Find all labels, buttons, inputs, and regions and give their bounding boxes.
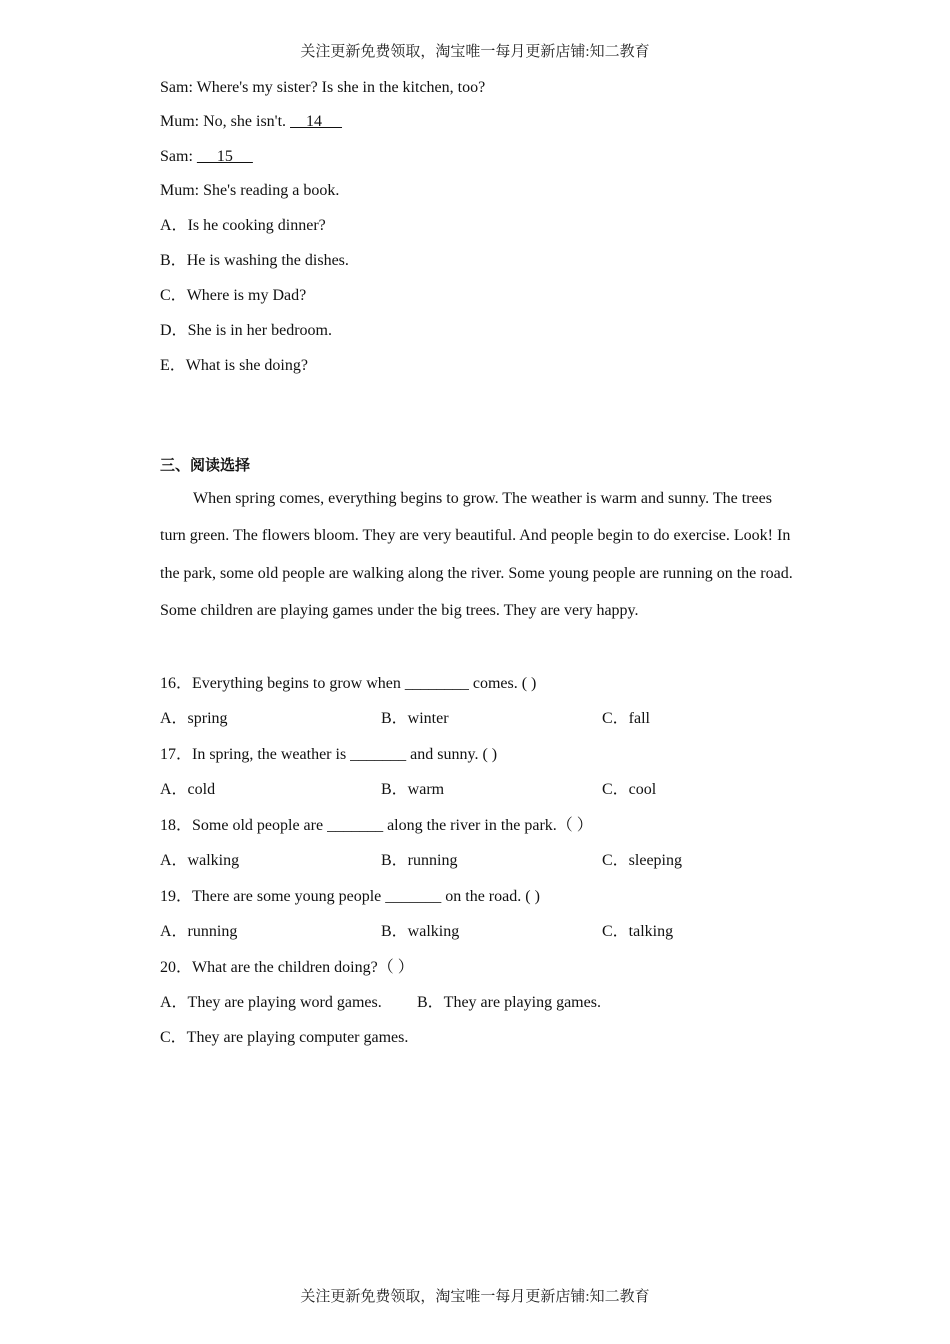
- answer-option: B．running: [381, 852, 458, 869]
- speaker: Mum:: [160, 182, 200, 199]
- dialogue-line: [160, 147, 253, 167]
- answer-option: C．cool: [602, 781, 657, 798]
- option-d: [160, 321, 332, 341]
- option-a: [160, 216, 326, 236]
- speaker: Sam:: [160, 148, 193, 165]
- answer-option: B．warm: [381, 781, 445, 798]
- option-text: Is he cooking dinner?: [187, 217, 326, 234]
- answer-option: A．cold: [160, 781, 216, 798]
- speaker: Mum:: [160, 113, 200, 130]
- answer-option: B．They are playing games.: [417, 994, 601, 1011]
- option-text: She is in her bedroom.: [187, 322, 332, 339]
- reading-passage: When spring comes, everything begins to grow. The weather is warm and sunny. The trees turn green. The flowers bloom. They are very beautiful. And people begin to do exercise. Look! In the park, some old people are walking along the river. Some young people are running on the road. Some children are playing games under the big trees. They are very happy.: [160, 490, 793, 620]
- page-footer: 关注更新免费领取，淘宝唯一每月更新店铺:知二教育: [300, 1289, 650, 1305]
- dialogue-text: No, she isn't.: [203, 113, 287, 130]
- option-text: What is she doing?: [185, 357, 308, 374]
- blank-14: 14: [290, 113, 343, 130]
- answer-option: C．sleeping: [602, 852, 682, 869]
- dialogue-text: Where's my sister? Is she in the kitchen, too?: [196, 79, 486, 96]
- option-label: A．: [160, 217, 188, 234]
- question-18: 18．Some old people are _______ along the river in the park.（ ）: [160, 817, 593, 834]
- answer-option: C．talking: [602, 923, 674, 940]
- answer-option: C．They are playing computer games.: [160, 1029, 409, 1046]
- option-label: D．: [160, 322, 188, 339]
- option-b: [160, 251, 349, 271]
- answer-option: A．running: [160, 923, 238, 940]
- question-17: 17．In spring, the weather is _______ and sunny. ( ): [160, 746, 498, 763]
- answer-option: A．They are playing word games.: [160, 994, 382, 1011]
- question-16: 16．Everything begins to grow when ________ comes. ( ): [160, 675, 537, 692]
- blank-15: 15: [196, 148, 253, 165]
- page-header: 关注更新免费领取，淘宝唯一每月更新店铺:知二教育: [300, 44, 650, 60]
- answer-option: A．spring: [160, 710, 228, 727]
- answer-option: B．walking: [381, 923, 460, 940]
- answer-option: C．fall: [602, 710, 650, 727]
- dialogue-text: She's reading a book.: [203, 182, 340, 199]
- answer-option: B．winter: [381, 710, 449, 727]
- option-text: He is washing the dishes.: [186, 252, 349, 269]
- option-label: B．: [160, 252, 187, 269]
- dialogue-line: [160, 78, 485, 98]
- option-label: C．: [160, 287, 187, 304]
- option-c: [160, 286, 306, 306]
- answer-option: A．walking: [160, 852, 240, 869]
- section-title: 三、阅读选择: [160, 456, 251, 474]
- question-19: 19．There are some young people _______ on the road. ( ): [160, 888, 540, 905]
- option-label: E．: [160, 357, 186, 374]
- speaker: Sam:: [160, 79, 193, 96]
- question-20: 20．What are the children doing?（ ）: [160, 959, 414, 976]
- dialogue-line: [160, 112, 342, 132]
- option-e: [160, 356, 308, 376]
- dialogue-line: [160, 181, 339, 201]
- option-text: Where is my Dad?: [186, 287, 307, 304]
